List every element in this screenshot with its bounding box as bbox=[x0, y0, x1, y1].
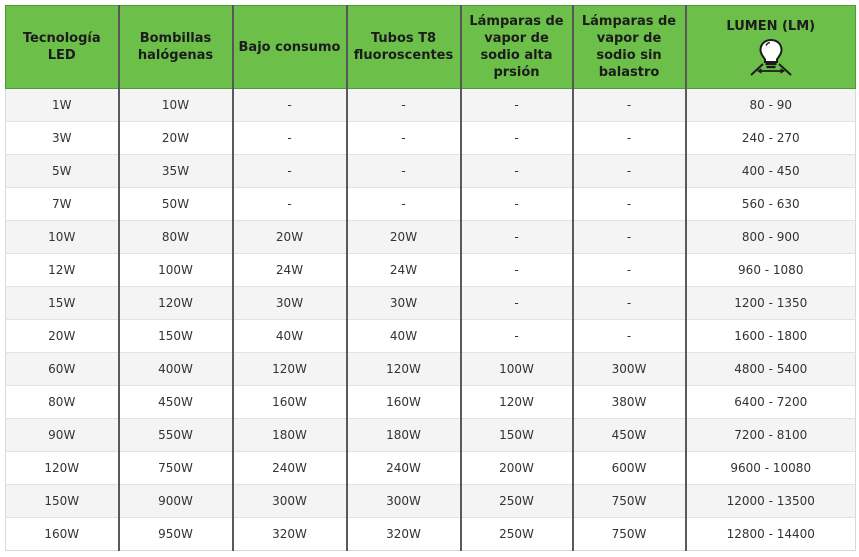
cell-sodium-no-ballast: - bbox=[573, 89, 686, 122]
cell-led: 60W bbox=[6, 353, 119, 386]
cell-led: 5W bbox=[6, 155, 119, 188]
cell-sodium-no-ballast: - bbox=[573, 254, 686, 287]
cell-lumen: 400 - 450 bbox=[686, 155, 856, 188]
cell-halogen: 35W bbox=[119, 155, 233, 188]
cell-lumen: 240 - 270 bbox=[686, 122, 856, 155]
cell-t8-tubes: - bbox=[347, 155, 461, 188]
table-row bbox=[6, 518, 856, 551]
header-sodium-high-pressure: Lámparas de vapor de sodio alta prsión bbox=[461, 6, 573, 89]
header-halogen: Bombillas halógenas bbox=[119, 6, 233, 89]
cell-lumen: 80 - 90 bbox=[686, 89, 856, 122]
cell-halogen: 950W bbox=[119, 518, 233, 551]
cell-sodium-high-pressure: 250W bbox=[461, 518, 573, 551]
cell-lumen: 1600 - 1800 bbox=[686, 320, 856, 353]
table-row bbox=[6, 188, 856, 221]
light-bulb-lumen-icon bbox=[748, 37, 794, 77]
cell-low-energy: 120W bbox=[233, 353, 347, 386]
cell-t8-tubes: 30W bbox=[347, 287, 461, 320]
cell-low-energy: 30W bbox=[233, 287, 347, 320]
cell-lumen: 6400 - 7200 bbox=[686, 386, 856, 419]
cell-t8-tubes: 120W bbox=[347, 353, 461, 386]
cell-halogen: 50W bbox=[119, 188, 233, 221]
cell-low-energy: 40W bbox=[233, 320, 347, 353]
header-lumen-label: LUMEN (LM) bbox=[726, 18, 816, 34]
cell-t8-tubes: 40W bbox=[347, 320, 461, 353]
table-body bbox=[6, 89, 856, 551]
cell-low-energy: - bbox=[233, 89, 347, 122]
header-sodium-no-ballast: Lámparas de vapor de sodio sin balastro bbox=[573, 6, 686, 89]
cell-t8-tubes: 300W bbox=[347, 485, 461, 518]
cell-led: 15W bbox=[6, 287, 119, 320]
cell-halogen: 20W bbox=[119, 122, 233, 155]
cell-t8-tubes: 240W bbox=[347, 452, 461, 485]
cell-sodium-no-ballast: - bbox=[573, 320, 686, 353]
cell-halogen: 750W bbox=[119, 452, 233, 485]
cell-sodium-no-ballast: 300W bbox=[573, 353, 686, 386]
cell-halogen: 900W bbox=[119, 485, 233, 518]
cell-halogen: 450W bbox=[119, 386, 233, 419]
cell-led: 7W bbox=[6, 188, 119, 221]
cell-sodium-high-pressure: - bbox=[461, 155, 573, 188]
lumen-equivalence-table bbox=[5, 5, 856, 551]
cell-sodium-high-pressure: 100W bbox=[461, 353, 573, 386]
cell-sodium-no-ballast: - bbox=[573, 221, 686, 254]
cell-sodium-high-pressure: - bbox=[461, 254, 573, 287]
cell-t8-tubes: 24W bbox=[347, 254, 461, 287]
cell-lumen: 4800 - 5400 bbox=[686, 353, 856, 386]
cell-sodium-high-pressure: 120W bbox=[461, 386, 573, 419]
cell-sodium-high-pressure: 200W bbox=[461, 452, 573, 485]
cell-sodium-no-ballast: - bbox=[573, 287, 686, 320]
cell-low-energy: 20W bbox=[233, 221, 347, 254]
cell-sodium-high-pressure: - bbox=[461, 89, 573, 122]
cell-led: 160W bbox=[6, 518, 119, 551]
table-row bbox=[6, 353, 856, 386]
table-row bbox=[6, 89, 856, 122]
cell-t8-tubes: 320W bbox=[347, 518, 461, 551]
cell-sodium-no-ballast: - bbox=[573, 188, 686, 221]
lumen-equivalence-table-container bbox=[5, 5, 855, 551]
cell-sodium-no-ballast: 600W bbox=[573, 452, 686, 485]
cell-lumen: 800 - 900 bbox=[686, 221, 856, 254]
cell-low-energy: - bbox=[233, 188, 347, 221]
cell-sodium-high-pressure: - bbox=[461, 320, 573, 353]
header-lumen bbox=[686, 6, 856, 89]
cell-led: 3W bbox=[6, 122, 119, 155]
cell-sodium-no-ballast: - bbox=[573, 122, 686, 155]
cell-t8-tubes: 180W bbox=[347, 419, 461, 452]
cell-low-energy: 300W bbox=[233, 485, 347, 518]
cell-halogen: 80W bbox=[119, 221, 233, 254]
cell-low-energy: 240W bbox=[233, 452, 347, 485]
cell-low-energy: - bbox=[233, 122, 347, 155]
cell-t8-tubes: - bbox=[347, 122, 461, 155]
cell-led: 1W bbox=[6, 89, 119, 122]
cell-sodium-no-ballast: 380W bbox=[573, 386, 686, 419]
cell-sodium-no-ballast: - bbox=[573, 155, 686, 188]
table-row bbox=[6, 485, 856, 518]
cell-halogen: 150W bbox=[119, 320, 233, 353]
table-row bbox=[6, 155, 856, 188]
header-low-energy: Bajo consumo bbox=[233, 6, 347, 89]
cell-low-energy: 180W bbox=[233, 419, 347, 452]
cell-led: 80W bbox=[6, 386, 119, 419]
cell-led: 20W bbox=[6, 320, 119, 353]
header-t8-tubes: Tubos T8 fluoroscentes bbox=[347, 6, 461, 89]
cell-low-energy: - bbox=[233, 155, 347, 188]
cell-lumen: 560 - 630 bbox=[686, 188, 856, 221]
header-led: Tecnología LED bbox=[6, 6, 119, 89]
cell-low-energy: 24W bbox=[233, 254, 347, 287]
table-row bbox=[6, 287, 856, 320]
cell-lumen: 12800 - 14400 bbox=[686, 518, 856, 551]
cell-halogen: 550W bbox=[119, 419, 233, 452]
cell-led: 90W bbox=[6, 419, 119, 452]
cell-t8-tubes: - bbox=[347, 188, 461, 221]
cell-halogen: 10W bbox=[119, 89, 233, 122]
cell-sodium-no-ballast: 750W bbox=[573, 485, 686, 518]
cell-halogen: 120W bbox=[119, 287, 233, 320]
cell-sodium-high-pressure: - bbox=[461, 221, 573, 254]
table-row bbox=[6, 122, 856, 155]
table-row bbox=[6, 452, 856, 485]
table-row bbox=[6, 254, 856, 287]
cell-sodium-high-pressure: - bbox=[461, 188, 573, 221]
cell-sodium-high-pressure: - bbox=[461, 287, 573, 320]
table-row bbox=[6, 386, 856, 419]
table-row bbox=[6, 320, 856, 353]
cell-halogen: 100W bbox=[119, 254, 233, 287]
cell-lumen: 7200 - 8100 bbox=[686, 419, 856, 452]
cell-t8-tubes: - bbox=[347, 89, 461, 122]
cell-lumen: 9600 - 10080 bbox=[686, 452, 856, 485]
cell-lumen: 12000 - 13500 bbox=[686, 485, 856, 518]
cell-sodium-high-pressure: 150W bbox=[461, 419, 573, 452]
cell-lumen: 1200 - 1350 bbox=[686, 287, 856, 320]
cell-sodium-high-pressure: - bbox=[461, 122, 573, 155]
cell-sodium-high-pressure: 250W bbox=[461, 485, 573, 518]
table-row bbox=[6, 419, 856, 452]
cell-low-energy: 320W bbox=[233, 518, 347, 551]
header-row bbox=[6, 6, 856, 89]
cell-t8-tubes: 20W bbox=[347, 221, 461, 254]
cell-sodium-no-ballast: 450W bbox=[573, 419, 686, 452]
cell-led: 12W bbox=[6, 254, 119, 287]
cell-led: 120W bbox=[6, 452, 119, 485]
cell-halogen: 400W bbox=[119, 353, 233, 386]
cell-lumen: 960 - 1080 bbox=[686, 254, 856, 287]
table-row bbox=[6, 221, 856, 254]
cell-low-energy: 160W bbox=[233, 386, 347, 419]
cell-sodium-no-ballast: 750W bbox=[573, 518, 686, 551]
cell-t8-tubes: 160W bbox=[347, 386, 461, 419]
cell-led: 150W bbox=[6, 485, 119, 518]
cell-led: 10W bbox=[6, 221, 119, 254]
